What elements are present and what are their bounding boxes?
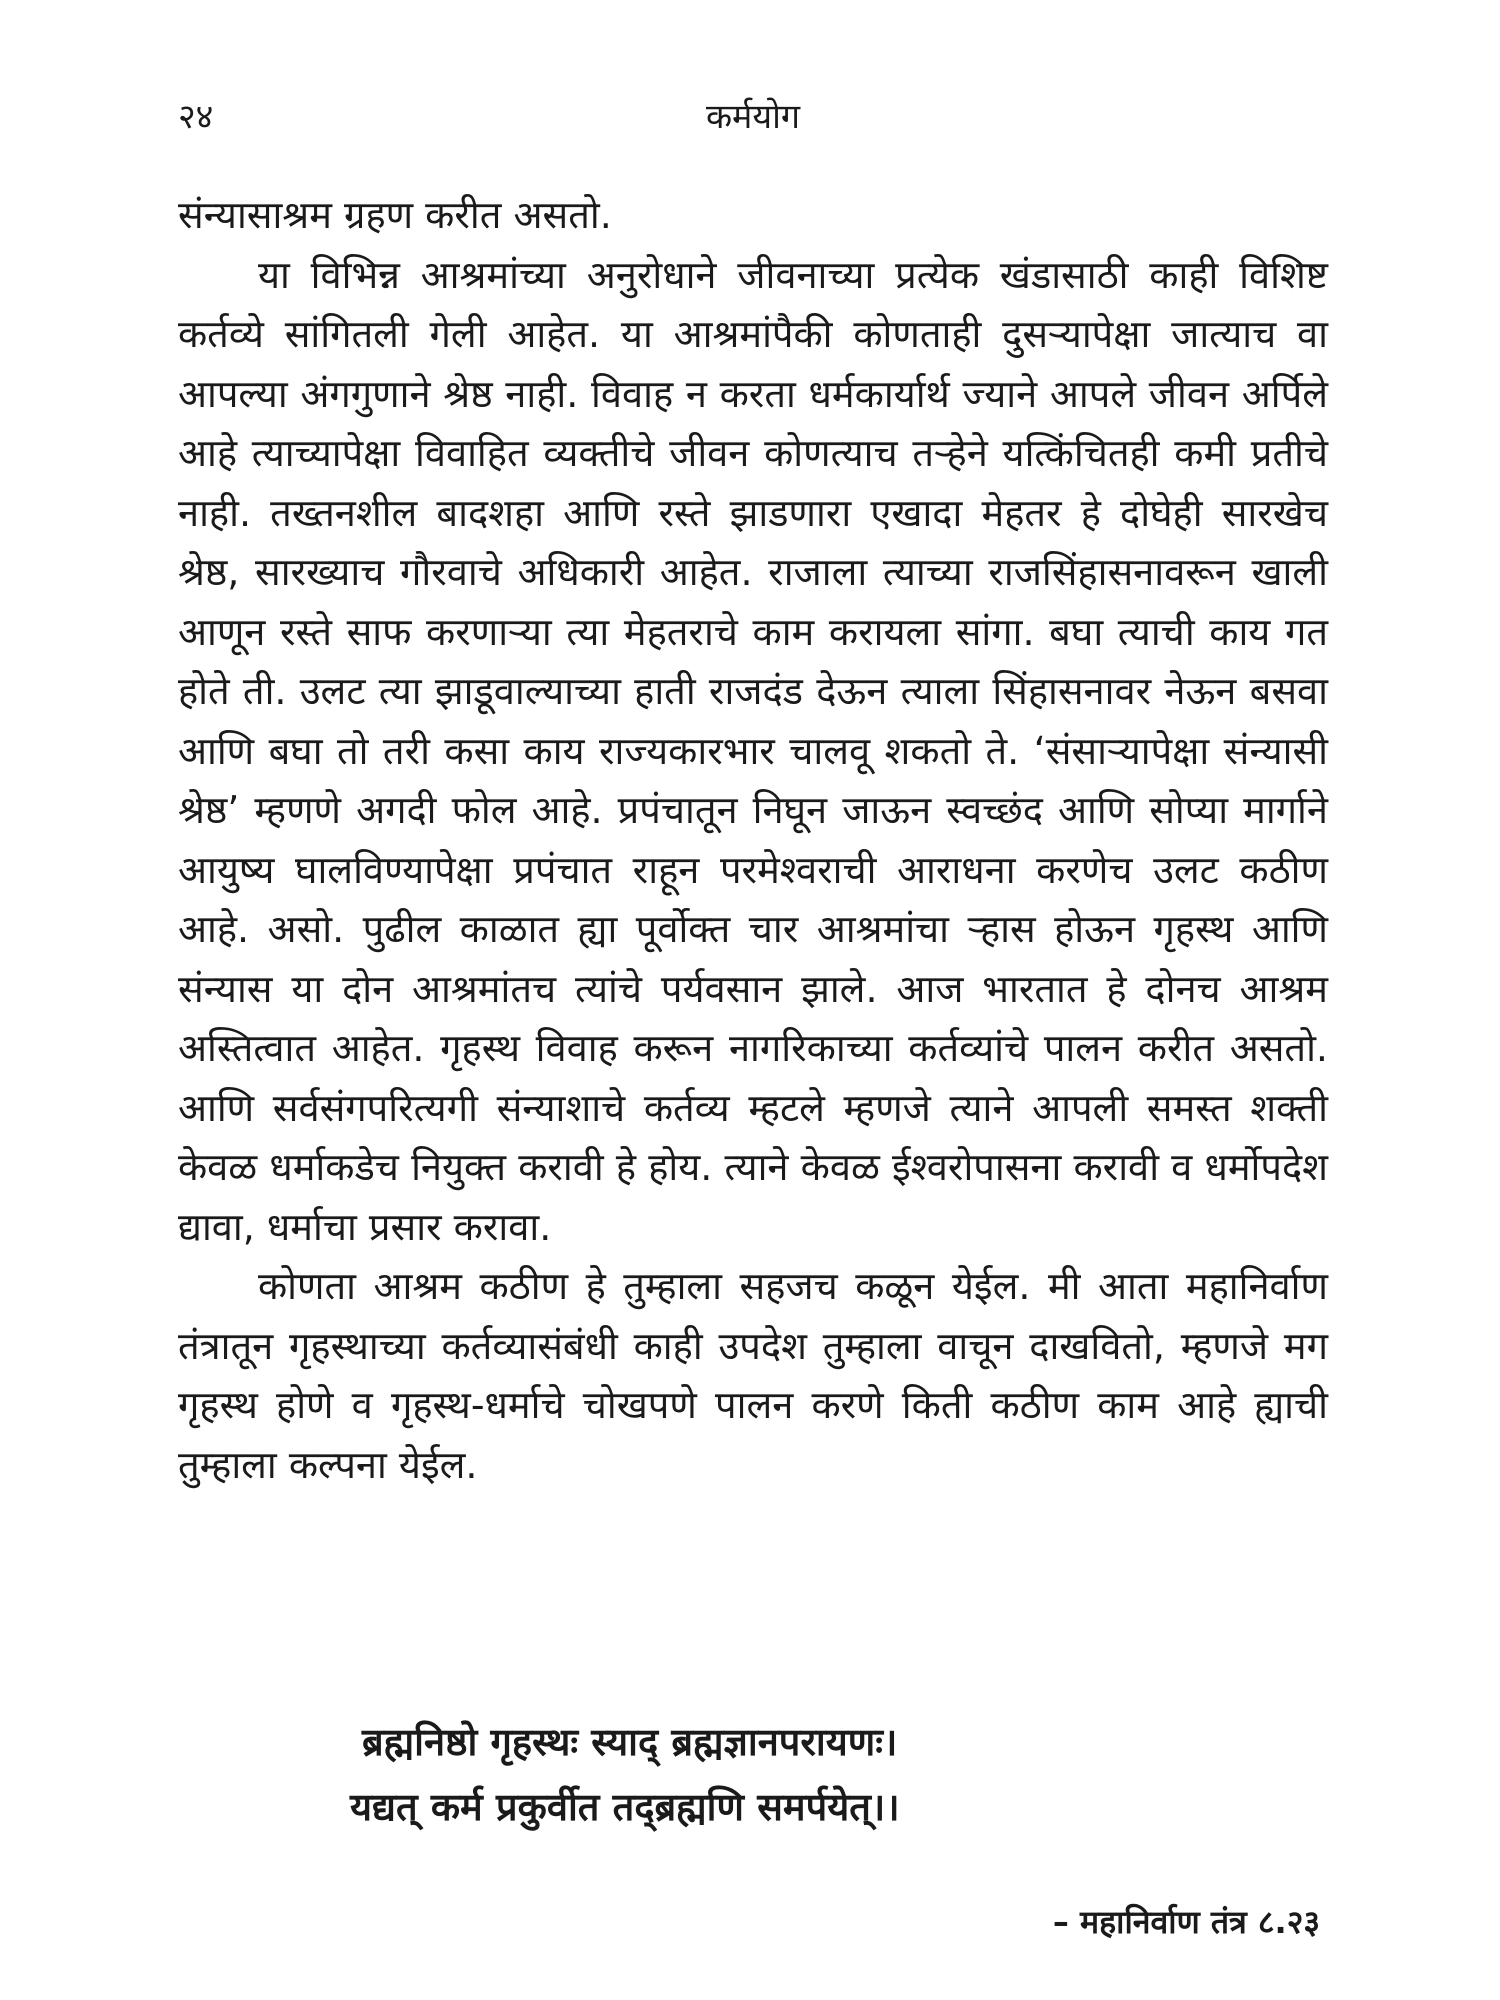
- sanskrit-verse: [350, 1710, 1150, 1840]
- body-text: [178, 186, 1328, 1495]
- page-header: [178, 92, 1328, 142]
- running-title: कर्मयोग: [705, 97, 801, 137]
- page-number: २४: [178, 97, 214, 137]
- verse-line-2: यद्यत् कर्म प्रकुर्वीत तद्ब्रह्मणि समर्पयेत्।।: [350, 1785, 900, 1829]
- paragraph-ashrams: या विभिन्न आश्रमांच्या अनुरोधाने जीवनाच्या प्रत्येक खंडासाठी काही विशिष्ट कर्तव्ये सांगितली गेली आहेत. या आश्रमांपैकी कोणताही दुसऱ्यापेक्षा जात्याच वा आपल्या अंगगुणाने श्रेष्ठ नाही. विवाह न करता धर्मकार्यार्थ ज्याने आपले जीवन अर्पिले आहे त्याच्यापेक्षा विवाहित व्यक्तीचे जीवन कोणत्याच तऱ्हेने यत्किंचितही कमी प्रतीचे नाही. तख्तनशील बादशहा आणि रस्ते झाडणारा एखादा मेहतर हे दोघेही सारखेच श्रेष्ठ, सारख्याच गौरवाचे अधिकारी आहेत. राजाला त्याच्या राजसिंहासनावरून खाली आणून रस्ते साफ करणाऱ्या त्या मेहतराचे काम करायला सांगा. बघा त्याची काय गत होते ती. उलट त्या झाडूवाल्याच्या हाती राजदंड देऊन त्याला सिंहासनावर नेऊन बसवा आणि बघा तो तरी कसा काय राज्यकारभार चालवू शकतो ते. ‘संसाऱ्यापेक्षा संन्यासी श्रेष्ठ’ म्हणणे अगदी फोल आहे. प्रपंचातून निघून जाऊन स्वच्छंद आणि सोप्या मार्गाने आयुष्य घालविण्यापेक्षा प्रपंचात राहून परमेश्वराची आराधना करणेच उलट कठीण आहे. असो. पुढील काळात ह्या पूर्वोक्त चार आश्रमांचा ऱ्हास होऊन गृहस्थ आणि संन्यास या दोन आश्रमांतच त्यांचे पर्यवसान झाले. आज भारतात हे दोनच आश्रम अस्तित्वात आहेत. गृहस्थ विवाह करून नागरिकाच्या कर्तव्यांचे पालन करीत असतो. आणि सर्वसंगपरित्यगी संन्याशाचे कर्तव्य म्हटले म्हणजे त्याने आपली समस्त शक्ती केवळ धर्माकडेच नियुक्त करावी हे होय. त्याने केवळ ईश्वरोपासना करावी व धर्मोपदेश द्यावा, धर्माचा प्रसार करावा.: [178, 252, 1328, 1249]
- verse-line-1: ब्रह्मनिष्ठो गृहस्थः स्याद् ब्रह्मज्ञानपरायणः।: [362, 1720, 898, 1764]
- verse-source: – महानिर्वाण तंत्र ८.२३: [1052, 1903, 1320, 1941]
- paragraph-householder: कोणता आश्रम कठीण हे तुम्हाला सहजच कळून येईल. मी आता महानिर्वाण तंत्रातून गृहस्थाच्या कर्तव्यासंबंधी काही उपदेश तुम्हाला वाचून दाखवितो, म्हणजे मग गृहस्थ होणे व गृहस्थ-धर्माचे चोखपणे पालन करणे किती कठीण काम आहे ह्याची तुम्हाला कल्पना येईल.: [178, 1264, 1328, 1487]
- paragraph-continuation: संन्यासाश्रम ग्रहण करीत असतो.: [178, 193, 612, 237]
